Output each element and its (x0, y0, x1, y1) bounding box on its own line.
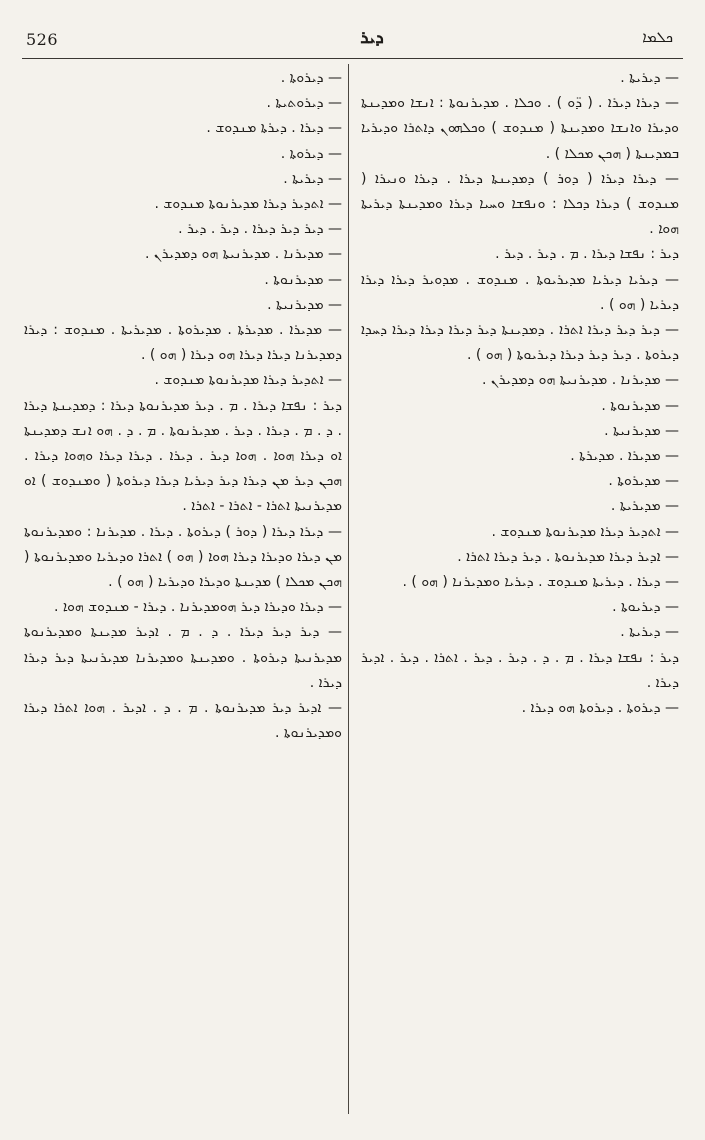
dictionary-entry: — ܕܝܪܝܘܬܐ . (612, 599, 679, 616)
dictionary-entry: — ܕܝܪܝܬܐ . (620, 70, 679, 86)
dictionary-entry: — ܕܝܪ ܕܝܪ ܕܝܪܐ ܐܬܪܐ . ܕܡܕܝܢܬܐ ܕܝܪ ܕܝܪܐ ܕܝܪܐ ܕܝܪܐ ܕܚܕܐ ܕܝܪܘܬܐ . ܕܝܪ ܕܝܪ ܕܝܪܐ ܕܝܪܝܘܬܐ ( ܗܘ ) . (361, 322, 679, 364)
dictionary-entry: — ܕܝܪܐ ܕܝܪܐ ( ܕܘܪ ) ܕܡܕܝܢܬܐ ܕܝܪܐ . ܕܝܪܐ ܘܢܝܪܐ ( ܡܢܕܘܫ ) ܕܝܪܐ ܕܟܠܐ : ܘܢܦܫܐ ܘܚܝܐ ܕܝܪܐ ܘܡܕܝܢܬܐ ܕܝܪܝܬܐ ܗܘܐ . (361, 170, 679, 238)
column-divider (348, 64, 349, 1114)
dictionary-entry: — ܕܝܪܝܬܐ . (620, 624, 679, 641)
dictionary-entry: — ܕܝܪܘܬܐ . (280, 70, 342, 86)
dictionary-entry: — ܕܝܪ ܕܝܪ ܕܝܪܐ . ܕ . ܡ . ܐܕܝܪ ܡܕܝܢܬܐ ܘܡܕܝܪܢܘܬܐ ܡܕܝܪܢܝܬܐ ܕܝܪܘܬܐ . ܘܡܕܝܢܬܐ ܘܡܕܝܪܢܐ ܡܕܝܪܢܝܬܐ ܕܝܪ ܕܝܪܐ ܕܝܪܐ . (24, 624, 342, 691)
dictionary-entry: — ܕܝܪܝܬܐ . (283, 170, 342, 187)
dictionary-entry: — ܡܕܝܪܐ . ܡܕܝܪܬܐ . ܡܕܝܪܘܬܐ . ܡܕܝܪܝܬܐ . ܡܢܕܘܫ : ܕܝܪܐ ܕܡܕܝܪܢܐ ܕܝܪܐ ܕܝܪܐ ܗܘ ܕܝܪܐ ( ܗܘ ) . (24, 322, 342, 364)
right-column (361, 66, 679, 721)
dictionary-entry: — ܐܬܕܝܪ ܕܝܪܐ ܡܕܝܪܢܘܬܐ ܡܢܕܘܫ . (154, 372, 342, 389)
dictionary-entry: — ܐܬܕܝܪ ܕܝܪܐ ܡܕܝܪܢܘܬܐ ܡܢܕܘܫ . (154, 196, 342, 213)
dictionary-entry: — ܡܕܝܪܐ . ܡܕܝܪܬܐ . (570, 448, 679, 465)
dictionary-entry: — ܕܝܪܐ ܕܝܪܐ ( ܕܘܪ ) ܕܝܪܘܬܐ . ܕܝܪܐ . ܡܕܝܪܢܐ : ܘܡܕܝܪܢܘܬܐ ܡܢ ܕܝܪܐ ܘܕܝܪܐ ܕܝܪܐ ܗܘܐ ( ܗܘ ) ܐܬܪܐ ܘܕܝܪܝܐ ܘܡܕܝܪܢܘܬܐ ( ܗܟܢ ܡܟܠܐ ) ܡܕܝܢܬܐ ܘܕܝܪܐ ܘܕܝܪܝܐ ( ܗܘ ) . (24, 523, 342, 591)
dictionary-entry: — ܡܕܝܪܢܘܬܐ . (264, 271, 342, 288)
dictionary-entry: — ܡܕܝܪܘܬܐ . (608, 473, 679, 490)
dictionary-entry: — ܕܝܪܐ ܘܕܝܪܐ ܕܝܪ ܗܘܡܕܝܪܢܐ . ܕܝܪܐ - ܡܢܕܘܫ ܗܘܐ . (54, 599, 342, 616)
dictionary-entry: — ܕܝܪܘܬܐ . (280, 145, 342, 162)
dictionary-entry: ܕܝܪ : ܢܦܫܐ ܕܝܪܐ . ܡ . ܕܝܪ ܡܕܝܪܢܘܬܐ ܕܝܪܐ : ܕܡܕܝܢܬܐ ܕܝܪܐ . ܕ . ܡ . ܕܝܪܐ . ܕܝܪ . ܡܕܝܪܢܘܬܐ . ܡ . ܕ . ܗܘ ܐܢܫ ܕܡܕܝܢܬܐ ܐܘ ܕܝܪܐ ܗܘܐ . ܗܘܐ ܕܝܪ . ܕܝܪܐ . ܕܝܪܐ ܕܝܪܐ ܘܗܘܐ ܕܝܪܐ . ܗܟܢ ܕܝܪ ܡܢ ܕܝܪܐ ܕܝܪ ܕܝܪܝܐ ܕܝܪܐ ܕܝܪܘܬܐ ( ܘܡܢܕܘܫ ) ܐܘ ܡܕܝܪܢܝܬܐ ܐܬܪܐ - ܐܬܪܐ - ܐܬܪܐ . (24, 397, 342, 515)
dictionary-entry: — ܕܝܪܐ . ܕܝܪܝܬܐ ܡܢܕܘܫ . ܕܝܪܝܐ ܘܡܕܝܪܢܐ ( ܗܘ ) . (402, 574, 679, 591)
dictionary-entry: — ܕܝܪܘܬܐ . ܕܝܪܘܬܐ ܗܘ ܕܝܪܐ . (521, 700, 679, 717)
dictionary-entry: — ܕܝܪܐ . ܕܝܪܬܐ ܡܢܕܘܫ . (206, 120, 342, 137)
dictionary-entry: — ܐܕܝܪ ܕܝܪܐ ܡܕܝܪܢܘܬܐ . ܕܝܪ ܕܝܪܐ ܐܬܪܐ . (457, 548, 679, 565)
dictionary-entry: — ܐܕܝܪ ܕܝܪ ܡܕܝܪܢܘܬܐ . ܡ . ܕ . ܐܕܝܪ . ܗܘܐ ܐܬܪܐ ܕܝܪܐ ܘܡܕܝܪܢܘܬܐ . (24, 700, 342, 742)
page-header (22, 28, 683, 50)
dictionary-entry: — ܐܬܕܝܪ ܕܝܪܐ ܡܕܝܪܢܘܬܐ ܡܢܕܘܫ . (491, 523, 679, 540)
dictionary-entry: — ܡܕܝܪܢܘܬܐ . (601, 397, 679, 414)
dictionary-entry: — ܕܝܪ ܕܝܪ ܕܝܪܐ . ܕܝܪ . ܕܝܪ . (178, 221, 342, 238)
dictionary-entry: — ܕܝܪܐ ܕܝܪܐ . ( ܕ̈ܘ ) . ܘܟܠܐ . ܡܕܝܪܢܘܬܐ : ܐܢܫܐ ܘܡܕܝܢܬܐ ܘܕܝܪܐ ܘܐܢܫܐ ܘܡܕܝܢܬܐ ( ܡܢܕܘܫ ) ܘܟܠܗܘܢ ܕܐܬܪܐ ܘܕܝܪܝܐ ܒܡܕܝܢܬܐ ( ܗܟܢ ܡܟܠܐ ) . (361, 95, 679, 162)
dictionary-entry: — ܕܝܪܘܬܝܬܐ . (266, 95, 342, 112)
dictionary-entry: — ܕܝܪܝܐ ܕܝܪܝܐ ܡܕܝܪܝܘܬܐ . ܡܢܕܘܫ . ܡܕܘܝܪ ܕܝܪܐ ܕܝܪܐ ܕܝܪܝܐ ( ܗܘ ) . (361, 271, 679, 313)
dictionary-entry: — ܡܕܝܪܝܬܐ . (610, 498, 679, 515)
dictionary-entry: ܕܝܪ : ܢܦܫܐ ܕܝܪܐ . ܡ . ܕ . ܕܝܪ . ܕܝܪ . ܐܬܪܐ . ܕܝܪ . ܐܕܝܪ ܕܝܪܐ . (361, 649, 679, 691)
dictionary-entry: ܕܝܪ : ܢܦܫܐ ܕܝܪܐ . ܡ . ܕܝܪ . ܕܝܪ . (495, 246, 679, 263)
header-rule (22, 58, 683, 59)
dictionary-entry: — ܡܕܝܪܢܐ . ܡܕܝܪܢܝܬܐ ܗܘ ܕܡܕܝܪܢ . (482, 372, 679, 389)
dictionary-entry: — ܡܕܝܪܢܐ . ܡܕܝܪܢܝܬܐ ܗܘ ܕܡܕܝܪܢ . (145, 246, 342, 263)
dictionary-entry: — ܡܕܝܪܢܝܬܐ . (267, 296, 342, 313)
page-number: 526 (26, 30, 59, 49)
header-right-word: ܟܠܡܐ (642, 28, 673, 46)
header-center-word: ܕܝܪ (360, 28, 384, 48)
dictionary-entry: — ܡܕܝܪܢܝܬܐ . (604, 422, 679, 439)
left-column (24, 66, 342, 746)
